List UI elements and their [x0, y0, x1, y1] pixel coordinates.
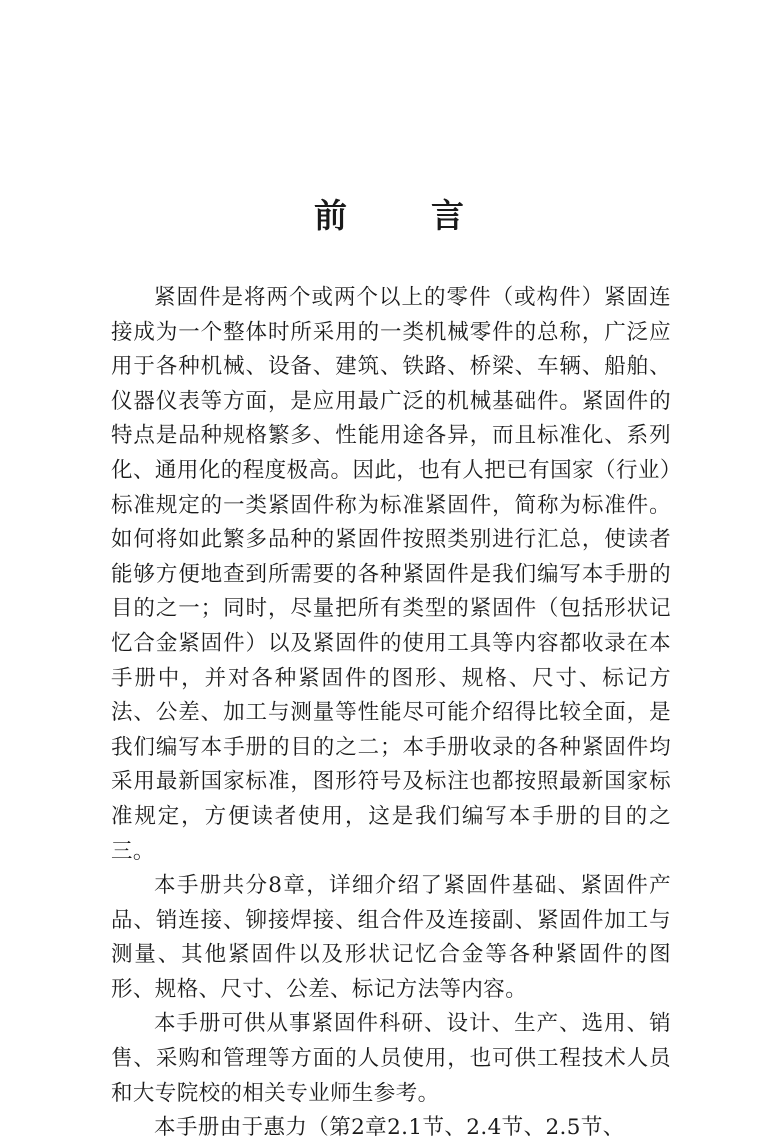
paragraph-authors: 本手册由于惠力（第2章2.1节、2.4节、2.5节、 [154, 1115, 625, 1141]
title-char-2: 言 [431, 196, 464, 235]
paragraph-chapters: 本手册共分8章，详细介绍了紧固件基础、紧固件产品、销连接、铆接焊接、组合件及连接副、紧固件加工与测量、其他紧固件以及形状记忆合金等各种紧固件的图形、规格、尺寸、公差、标记方法等内容。 [111, 873, 671, 1002]
preface-body [111, 281, 671, 1146]
paragraph-audience: 本手册可供从事紧固件科研、设计、生产、选用、销售、采购和管理等方面的人员使用，也可供工程技术人员和大专院校的相关专业师生参考。 [111, 1011, 671, 1106]
page-title [0, 192, 778, 240]
title-char-1: 前 [314, 196, 347, 235]
paragraph-purpose: 紧固件是将两个或两个以上的零件（或构件）紧固连接成为一个整体时所采用的一类机械零件的总称，广泛应用于各种机械、设备、建筑、铁路、桥梁、车辆、船舶、仪器仪表等方面，是应用最广泛的机械基础件。紧固件的特点是品种规格繁多、性能用途各异，而且标准化、系列化、通用化的程度极高。因此，也有人把已有国家（行业）标准规定的一类紧固件称为标准紧固件，简称为标准件。如何将如此繁多品种的紧固件按照类别进行汇总，使读者能够方便地查到所需要的各种紧固件是我们编写本手册的目的之一；同时，尽量把所有类型的紧固件（包括形状记忆合金紧固件）以及紧固件的使用工具等内容都收录在本手册中，并对各种紧固件的图形、规格、尺寸、标记方法、公差、加工与测量等性能尽可能介绍得比较全面，是我们编写本手册的目的之二；本手册收录的各种紧固件均采用最新国家标准，图形符号及标注也都按照最新国家标准规定，方便读者使用，这是我们编写本手册的目的之三。 [111, 285, 671, 864]
